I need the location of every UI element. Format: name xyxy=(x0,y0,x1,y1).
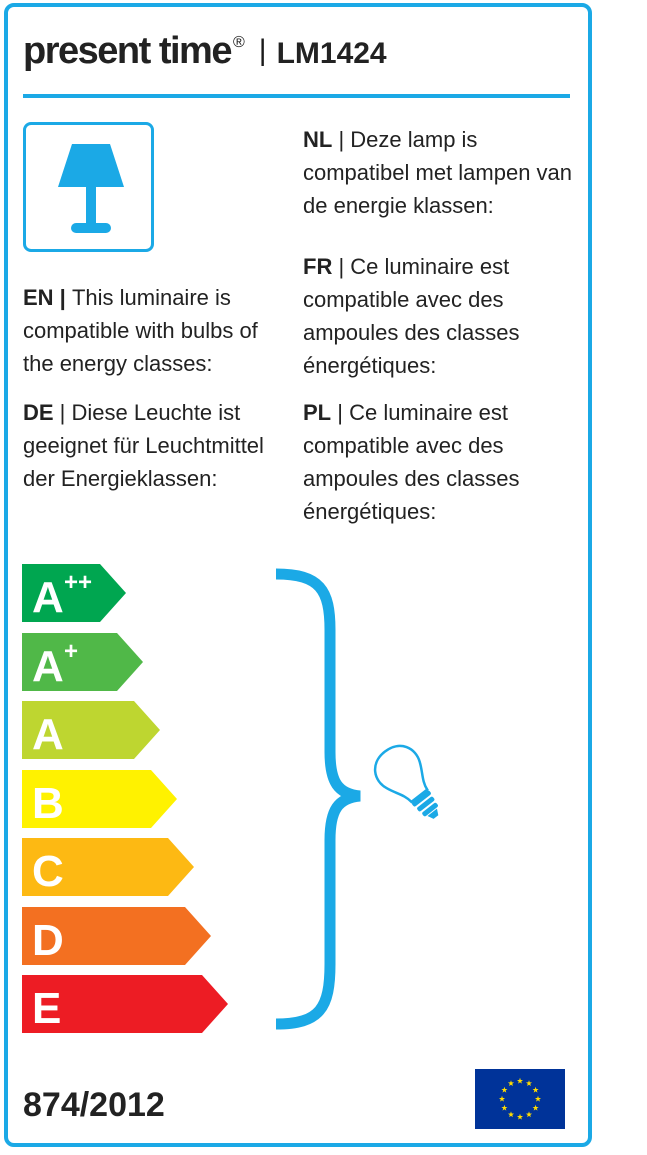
text-nl: NL | Deze lamp is compatibel met lampen van de energie klassen: xyxy=(303,127,573,218)
eu-flag-icon xyxy=(475,1069,565,1129)
text-en: EN | This luminaire is compatible with bulbs of the energy classes: xyxy=(23,285,258,376)
energy-class-letter: A xyxy=(32,710,64,759)
energy-class-letter: A xyxy=(32,573,64,622)
energy-class-letter: B xyxy=(32,778,64,828)
text-pl: PL | Ce luminaire est compatible avec des ampoules des classes énergétiques: xyxy=(303,400,520,524)
energy-class-superscript: ++ xyxy=(64,569,93,596)
energy-class-aplus xyxy=(22,633,143,691)
energy-class-letter: C xyxy=(32,847,64,896)
label-header xyxy=(23,30,387,73)
energy-class-letter: A xyxy=(32,641,64,691)
text-fr: FR | Ce luminaire est compatible avec des ampoules des classes énergétiques: xyxy=(303,254,520,378)
header-separator: | xyxy=(258,34,267,67)
energy-class-aplusplus xyxy=(22,564,126,622)
regulation-number: 874/2012 xyxy=(23,1086,165,1124)
energy-class-a xyxy=(22,701,160,759)
light-bulb-icon xyxy=(372,740,462,835)
energy-class-d xyxy=(22,907,211,965)
energy-class-b xyxy=(22,770,177,828)
energy-class-superscript: + xyxy=(64,637,79,665)
energy-class-letter: D xyxy=(32,915,64,965)
model-number: LM1424 xyxy=(276,37,387,70)
energy-class-e xyxy=(22,975,228,1033)
header-divider xyxy=(23,94,570,98)
table-lamp-icon xyxy=(23,122,154,252)
energy-class-letter: E xyxy=(32,984,62,1033)
class-range-brace xyxy=(270,568,365,1035)
text-de: DE | Diese Leuchte ist geeignet für Leuchtmittel der Energieklassen: xyxy=(23,400,264,491)
brand-name: present time xyxy=(23,30,231,72)
energy-class-c xyxy=(22,838,194,896)
registered-mark: ® xyxy=(232,34,245,51)
